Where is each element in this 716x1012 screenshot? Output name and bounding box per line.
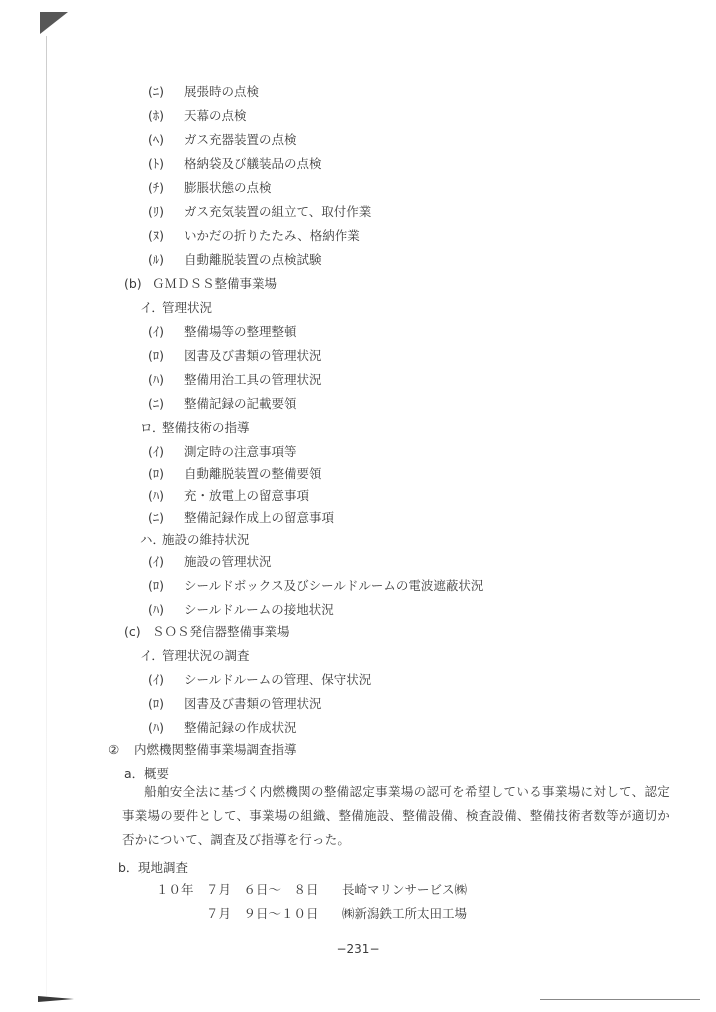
section-mark: ② [108, 742, 120, 757]
list-item [148, 84, 259, 100]
section-title: ＧＭＤＳＳ整備事業場 [152, 276, 278, 291]
list-item [148, 488, 309, 504]
list-item [148, 108, 247, 124]
item-mark: (ﾊ) [148, 372, 165, 387]
item-mark: (ﾆ) [148, 84, 165, 99]
list-item [148, 396, 297, 412]
section-title: ＳＯＳ発信器整備事業場 [152, 624, 290, 639]
item-mark: (ﾘ) [148, 204, 165, 219]
subsection-title: 管理状況の調査 [162, 648, 250, 663]
list-item [148, 720, 297, 736]
item-mark: (ﾛ) [148, 348, 165, 363]
item-text: 整備記録作成上の留意事項 [184, 510, 335, 525]
item-text: シールドルームの管理、保守状況 [184, 672, 372, 687]
list-item [148, 228, 360, 244]
item-text: 図書及び書類の管理状況 [184, 348, 322, 363]
item-mark: (ｲ) [148, 554, 165, 569]
item-mark: (ﾄ) [148, 156, 165, 171]
item-mark: (ﾊ) [148, 720, 165, 735]
list-item [148, 156, 322, 172]
survey-date: １０年 ７月 ６日～ ８日 [156, 882, 319, 897]
item-text: 天幕の点検 [184, 108, 247, 123]
item-text: ガス充気装置の組立て、取付作業 [184, 204, 372, 219]
survey-date: ７月 ９日～１０日 [156, 906, 319, 921]
item-text: 図書及び書類の管理状況 [184, 696, 322, 711]
item-text: 膨脹状態の点検 [184, 180, 272, 195]
section-title: 概要 [144, 766, 170, 781]
section-mark: b． [118, 860, 139, 875]
page-number: −231− [336, 942, 380, 956]
item-text: 施設の管理状況 [184, 554, 272, 569]
subsection-heading [140, 420, 250, 436]
page-edge [46, 36, 47, 996]
corner-mark [40, 12, 68, 34]
item-mark: (ﾇ) [148, 228, 165, 243]
item-mark: (ﾍ) [148, 132, 165, 147]
item-text: 展張時の点検 [184, 84, 260, 99]
item-mark: (ﾊ) [148, 488, 165, 503]
item-text: 整備場等の整理整頓 [184, 324, 297, 339]
item-text: いかだの折りたたみ、格納作業 [184, 228, 360, 243]
list-item [148, 466, 322, 482]
list-item [148, 348, 322, 364]
list-item [148, 372, 322, 388]
section-mark: (b) [124, 276, 142, 291]
subsection-title: 整備技術の指導 [162, 420, 250, 435]
item-text: 整備記録の記載要領 [184, 396, 297, 411]
list-item [148, 444, 297, 460]
item-mark: (ｲ) [148, 672, 165, 687]
section-2-heading [108, 742, 297, 758]
section-c-heading [124, 624, 290, 640]
list-item [148, 180, 272, 196]
item-mark: (ﾛ) [148, 578, 165, 593]
subsection-heading [140, 300, 212, 316]
subsection-mark: ロ． [140, 420, 165, 435]
list-item [148, 324, 297, 340]
list-item [148, 602, 334, 618]
survey-heading [118, 860, 188, 876]
item-mark: (ﾆ) [148, 510, 165, 525]
list-item [148, 252, 322, 268]
subsection-mark: イ． [140, 648, 164, 663]
section-title: 現地調査 [138, 860, 189, 875]
list-item [148, 578, 483, 594]
item-mark: (ｲ) [148, 324, 165, 339]
overview-paragraph [122, 780, 670, 852]
item-mark: (ﾛ) [148, 696, 165, 711]
item-text: ガス充器装置の点検 [184, 132, 297, 147]
item-text: シールドルームの接地状況 [184, 602, 334, 617]
subsection-mark: イ． [140, 300, 164, 315]
item-text: 自動離脱装置の点検試験 [184, 252, 322, 267]
item-text: 整備記録の作成状況 [184, 720, 297, 735]
list-item [148, 554, 272, 570]
section-mark: a． [124, 766, 145, 781]
item-mark: (ﾙ) [148, 252, 165, 267]
item-mark: (ｲ) [148, 444, 165, 459]
item-mark: (ﾁ) [148, 180, 165, 195]
item-mark: (ﾎ) [148, 108, 165, 123]
item-mark: (ﾊ) [148, 602, 165, 617]
item-text: 整備用治工具の管理状況 [184, 372, 322, 387]
subsection-heading [140, 532, 250, 548]
item-mark: (ﾆ) [148, 396, 165, 411]
survey-place: 長崎マリンサービス㈱ [342, 882, 468, 897]
list-item [148, 132, 297, 148]
subsection-title: 管理状況 [162, 300, 213, 315]
list-item [148, 672, 371, 688]
item-text: 自動離脱装置の整備要領 [184, 466, 322, 481]
section-mark: (c) [124, 624, 141, 639]
section-b-heading [124, 276, 277, 292]
subsection-heading [140, 648, 250, 664]
bottom-corner-mark [38, 996, 74, 1002]
bottom-rule [540, 999, 700, 1000]
item-text: シールドボックス及びシールドルームの電波遮蔽状況 [184, 578, 484, 593]
overview-text: 船舶安全法に基づく内燃機関の整備認定事業場の認可を希望している事業場に対して、認定事業場の要件として、事業場の組織、整備施設、整備設備、検査設備、整備技術者数等が適切か否かについて、調査及び指導を行った。 [122, 784, 670, 847]
subsection-mark: ハ． [140, 532, 166, 547]
survey-place: ㈱新潟鉄工所太田工場 [342, 906, 468, 921]
list-item [148, 204, 371, 220]
list-item [148, 510, 334, 526]
list-item [148, 696, 322, 712]
item-mark: (ﾛ) [148, 466, 165, 481]
item-text: 格納袋及び艤装品の点検 [184, 156, 322, 171]
item-text: 充・放電上の留意事項 [184, 488, 310, 503]
subsection-title: 施設の維持状況 [162, 532, 250, 547]
item-text: 測定時の注意事項等 [184, 444, 297, 459]
section-title: 内燃機関整備事業場調査指導 [134, 742, 297, 757]
